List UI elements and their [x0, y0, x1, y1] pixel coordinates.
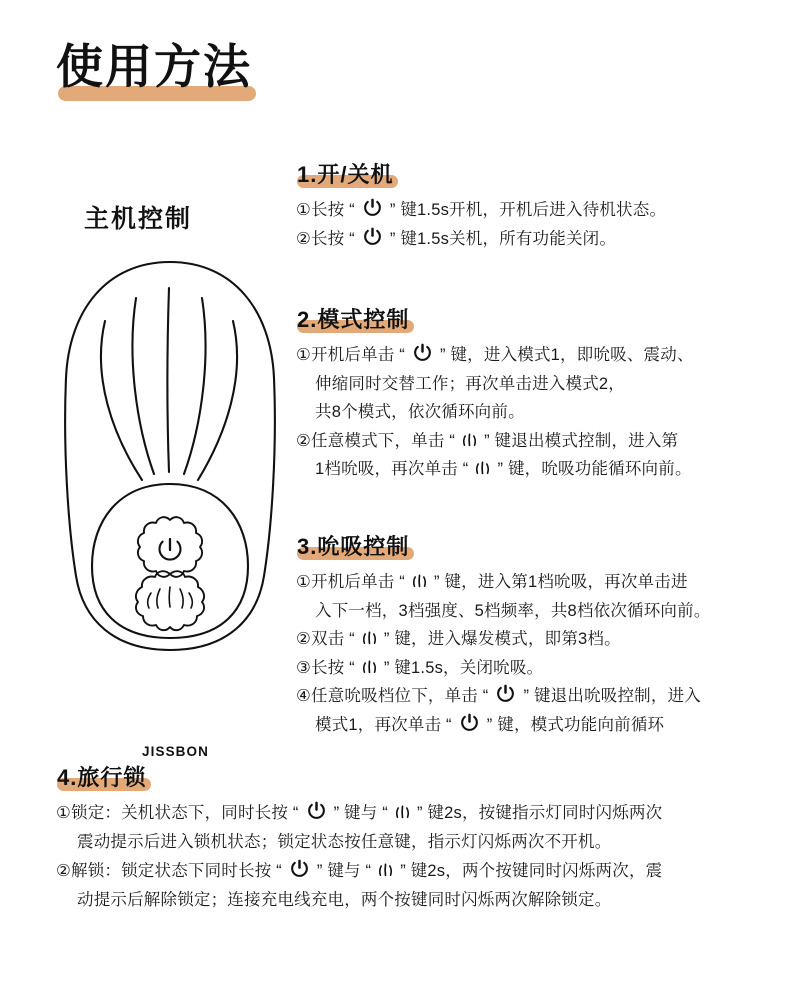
suction-key-icon	[360, 628, 379, 647]
power-key-icon	[362, 197, 383, 218]
instruction-text: ” 键退出模式控制，进入第	[484, 431, 679, 450]
instruction-line	[296, 711, 764, 740]
section-heading-text: 2.模式控制	[297, 307, 410, 332]
instruction-text: 伸缩同时交替工作；再次单击进入模式2，	[315, 374, 625, 393]
instruction-text: ①长按 “	[296, 201, 355, 219]
instruction-text: ” 键1.5s，关闭吮吸。	[383, 658, 544, 677]
instruction-line	[296, 682, 764, 711]
instruction-text: 动提示后解除锁定；连接充电线充电，两个按键同时闪烁两次解除锁定。	[77, 891, 612, 909]
section-heading	[56, 763, 150, 793]
section-body	[56, 799, 756, 915]
instruction-text: ②长按 “	[296, 229, 355, 248]
power-key-icon	[306, 800, 327, 821]
power-key-icon	[289, 858, 310, 879]
instruction-line	[296, 196, 764, 225]
section-suction	[296, 532, 764, 739]
instruction-text: ” 键与 “	[333, 804, 388, 822]
instruction-line	[296, 568, 764, 597]
section-heading	[296, 160, 397, 190]
instruction-line	[296, 597, 764, 626]
section-heading-text: 3.吮吸控制	[297, 534, 410, 559]
instruction-line	[56, 828, 756, 857]
instruction-text: ②解锁：锁定状态下同时长按 “	[56, 862, 282, 880]
instruction-text: ” 键与 “	[316, 862, 372, 880]
instruction-text: ①开机后单击 “	[296, 573, 405, 591]
instruction-text: ” 键2s，按键指示灯同时闪烁两次	[416, 804, 663, 822]
section-body	[296, 196, 764, 253]
instruction-text: 模式1，再次单击 “	[315, 715, 452, 734]
instruction-text: 共8个模式，依次循环向前。	[315, 403, 525, 421]
suction-key-icon	[473, 458, 492, 477]
instruction-text: 震动提示后进入锁机状态；锁定状态按任意键，指示灯闪烁两次不开机。	[77, 833, 612, 851]
instruction-text: 入下一档，3档强度、5档频率，共8档依次循环向前。	[315, 601, 711, 620]
suction-key-icon	[360, 657, 379, 676]
instruction-line	[296, 625, 764, 654]
instruction-text: ” 键1.5s开机，开机后进入待机状态。	[389, 201, 667, 219]
instruction-text: ②双击 “	[296, 630, 355, 648]
section-travel-lock	[56, 763, 756, 915]
section-heading-text: 1.开/关机	[297, 162, 394, 187]
power-key-icon	[495, 683, 516, 704]
suction-key-icon	[376, 860, 395, 879]
section-body	[296, 341, 764, 484]
suction-key-icon	[460, 430, 479, 449]
device-illustration	[50, 258, 290, 759]
section-heading-text: 4.旅行锁	[57, 765, 147, 790]
section-power	[296, 160, 764, 253]
instruction-text: 1档吮吸，再次单击 “	[315, 460, 469, 478]
instruction-line	[296, 427, 764, 456]
instruction-text: ” 键，进入模式1，即吮吸、震动、	[439, 346, 694, 364]
instruction-line	[296, 370, 764, 399]
instruction-line	[296, 398, 764, 427]
instruction-line	[296, 225, 764, 254]
instruction-text: ②任意模式下，单击 “	[296, 431, 456, 450]
instruction-text: ” 键，进入第1档吮吸，再次单击进	[433, 573, 688, 591]
instruction-line	[56, 857, 756, 886]
section-heading	[296, 532, 413, 562]
instruction-text: ” 键退出吮吸控制，进入	[523, 687, 701, 705]
page-title	[56, 38, 252, 96]
instruction-text: ” 键，进入爆发模式，即第3档。	[383, 630, 621, 648]
instruction-line	[56, 799, 756, 828]
instruction-line	[296, 455, 764, 484]
instruction-line	[296, 654, 764, 683]
section-heading	[296, 305, 413, 335]
instruction-text: ④任意吮吸档位下，单击 “	[296, 687, 489, 705]
instruction-text: ①开机后单击 “	[296, 346, 405, 364]
power-key-icon	[459, 712, 480, 733]
instruction-text: ” 键，吮吸功能循环向前。	[497, 460, 692, 478]
brand-label: JISSBON	[142, 744, 209, 759]
device-subtitle: 主机控制	[84, 205, 193, 233]
instruction-text: ” 键1.5s关机，所有功能关闭。	[389, 229, 617, 248]
instruction-text: ①锁定：关机状态下，同时长按 “	[56, 804, 299, 822]
section-mode	[296, 305, 764, 484]
instruction-text: ” 键2s，两个按键同时闪烁两次，震	[400, 862, 663, 880]
instruction-line	[56, 886, 756, 915]
suction-key-icon	[393, 802, 412, 821]
instruction-text: ③长按 “	[296, 658, 355, 677]
power-key-icon	[362, 226, 383, 247]
instruction-line	[296, 341, 764, 370]
power-key-icon	[412, 342, 433, 363]
suction-key-icon	[410, 571, 429, 590]
page-title-text: 使用方法	[56, 40, 252, 93]
section-body	[296, 568, 764, 739]
instruction-text: ” 键，模式功能向前循环	[486, 715, 665, 734]
